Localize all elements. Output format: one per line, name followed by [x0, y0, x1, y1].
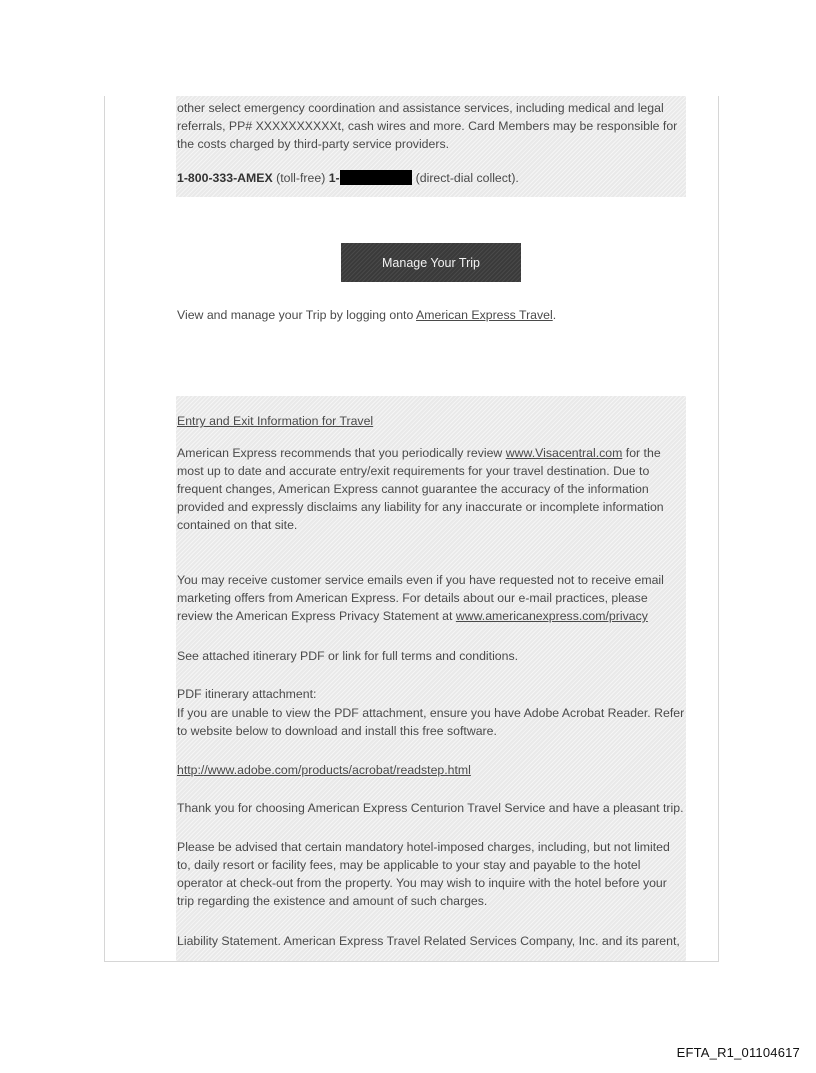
adobe-link-line [177, 761, 685, 779]
direct-dial-label: (direct-dial collect). [415, 171, 519, 185]
hotel-charges-paragraph: Please be advised that certain mandatory hotel-imposed charges, including, but not limited to, daily resort or facility fees, may be applicable to your stay and payable to the hotel operator at check-out from the property. You may wish to inquire with the hotel before your trip regarding the existence and amount of such charges. [177, 840, 670, 908]
phone-line [177, 169, 685, 187]
liability-paragraph: Liability Statement. American Express Travel Related Services Company, Inc. and its parent, [177, 934, 680, 948]
pdf-title: PDF itinerary attachment: [177, 687, 317, 701]
privacy-lead: You may receive customer service emails even if you have requested not to receive email marketing offers from American Express. For details about our e-mail practices, please review the American Express Privacy Statement at [177, 573, 664, 623]
visacentral-paragraph [177, 444, 685, 534]
assistance-paragraph: other select emergency coordination and assistance services, including medical and legal referrals, PP# XXXXXXXXXXt, cash wires and more. Card Members may be responsible for the costs charged by third-party service providers. [177, 101, 678, 151]
privacy-link[interactable]: www.americanexpress.com/privacy [455, 609, 648, 623]
pdf-paragraph: If you are unable to view the PDF attachment, ensure you have Adobe Acrobat Reader. Refer to website below to download and install this free software. [177, 706, 685, 738]
tollfree-label: (toll-free) [272, 171, 329, 185]
document-id: EFTA_R1_01104617 [676, 1045, 800, 1060]
visacentral-lead: American Express recommends that you periodically review [177, 446, 506, 460]
phone-number[interactable]: 1-800-333-AMEX [177, 171, 273, 185]
manage-trip-button[interactable]: Manage Your Trip [341, 243, 521, 282]
manage-trip-lead: View and manage your Trip by logging onto [177, 308, 417, 322]
terms-paragraph: See attached itinerary PDF or link for full terms and conditions. [177, 649, 519, 663]
manage-trip-period: . [552, 308, 557, 322]
redaction-bar [340, 170, 412, 185]
visacentral-rest: for the most up to date and accurate entry/exit requirements for your travel destination. Due to frequent changes, American Express cannot guarantee the accuracy of the information provided and expressly disclaims any liability for any inaccurate or incomplete information contained on that site. [177, 446, 664, 532]
visacentral-link[interactable]: www.Visacentral.com [505, 446, 623, 460]
entry-exit-heading [177, 412, 685, 430]
manage-trip-text [177, 306, 685, 324]
thank-you-paragraph: Thank you for choosing American Express Centurion Travel Service and have a pleasant trip. [177, 801, 684, 815]
adobe-link[interactable]: http://www.adobe.com/products/acrobat/readstep.html [177, 763, 471, 777]
privacy-paragraph [177, 571, 685, 625]
phone2-prefix: 1- [328, 171, 340, 185]
amex-travel-link[interactable]: American Express Travel [416, 308, 553, 322]
entry-exit-heading-text: Entry and Exit Information for Travel [177, 414, 374, 428]
